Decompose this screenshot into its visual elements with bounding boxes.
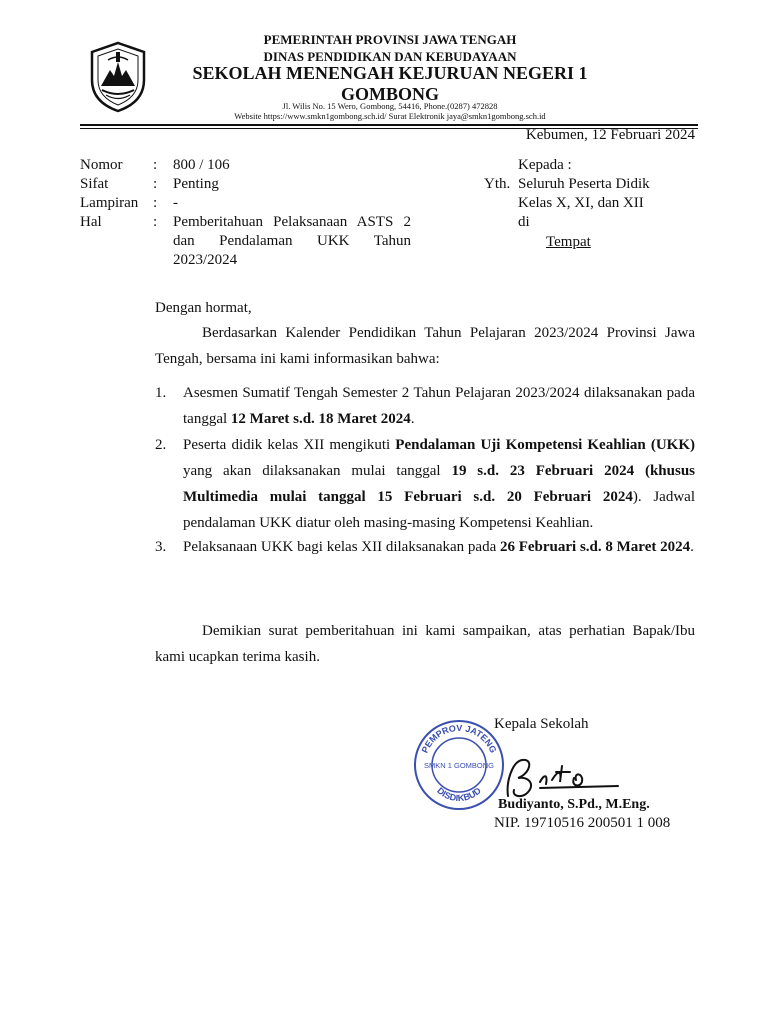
letter-date: Kebumen, 12 Februari 2024 (525, 127, 695, 143)
jawa-tengah-emblem-logo (86, 40, 150, 114)
meta-label-nomor: Nomor (80, 157, 123, 173)
signature-title: Kepala Sekolah (494, 716, 589, 732)
meta-sep-hal: : (153, 214, 158, 230)
school-name-line1: SEKOLAH MENENGAH KEJURUAN NEGERI 1 (192, 63, 588, 83)
closing-paragraph: Demikian surat pemberitahuan ini kami sampaikan, atas perhatian Bapak/Ibu kami ucapkan terima kasih. (155, 623, 695, 665)
signatory-nip: NIP. 19710516 200501 1 008 (494, 815, 671, 831)
recipient-kepada: Kepada : (518, 157, 572, 173)
recipient-di: di (518, 214, 530, 230)
school-name-line2: GOMBONG (341, 84, 439, 104)
letterhead-website: Website https://www.smkn1gombong.sch.id/ Surat Elektronik jaya@smkn1gombong.sch.id (234, 111, 546, 121)
svg-text:PEMPROV JATENG: PEMPROV JATENG (419, 722, 499, 755)
recipient-tempat: Tempat (546, 234, 591, 250)
meta-sep-lampiran: : (153, 195, 158, 211)
list-item-text: Asesmen Sumatif Tengah Semester 2 Tahun Pelajaran 2023/2024 dilaksanakan pada tanggal 12 Maret s.d. 18 Maret 2024. (183, 385, 695, 427)
list-item-text: Pelaksanaan UKK bagi kelas XII dilaksanakan pada 26 Februari s.d. 8 Maret 2024. (183, 539, 694, 555)
letterhead-school-name (150, 63, 630, 105)
list-item-number: 2. (155, 437, 167, 453)
intro-paragraph: Berdasarkan Kalender Pendidikan Tahun Pelajaran 2023/2024 Provinsi Jawa Tengah, bersama ini kami informasikan bahwa: (155, 325, 695, 367)
meta-value-sifat: Penting (173, 176, 219, 192)
meta-label-sifat: Sifat (80, 176, 109, 192)
recipient-line2: Kelas X, XI, dan XII (518, 195, 644, 211)
meta-value-hal: Pemberitahuan Pelaksanaan ASTS 2 dan Pendalaman UKK Tahun 2023/2024 (173, 214, 411, 268)
meta-value-nomor: 800 / 106 (173, 157, 230, 173)
letterhead-government: PEMERINTAH PROVINSI JAWA TENGAH (263, 32, 517, 47)
recipient-yth: Yth. (484, 176, 511, 192)
meta-label-hal: Hal (80, 214, 102, 230)
list-item-number: 1. (155, 385, 167, 401)
letterhead-department: DINAS PENDIDIKAN DAN KEBUDAYAAN (263, 49, 517, 64)
letterhead-address: Jl. Wilis No. 15 Wero, Gombong, 54416, Phone.(0287) 472828 (282, 101, 498, 111)
signatory-name: Budiyanto, S.Pd., M.Eng. (498, 797, 650, 812)
list-item-number: 3. (155, 539, 167, 555)
meta-sep-sifat: : (153, 176, 158, 192)
meta-sep-nomor: : (153, 157, 158, 173)
svg-text:DISDIKBUD: DISDIKBUD (435, 785, 483, 804)
svg-text:SMKN 1 GOMBONG: SMKN 1 GOMBONG (423, 761, 495, 770)
meta-value-lampiran: - (173, 195, 178, 211)
recipient-line1: Seluruh Peserta Didik (518, 176, 650, 192)
meta-label-lampiran: Lampiran (80, 195, 139, 211)
list-item-text: Peserta didik kelas XII mengikuti Pendalaman Uji Kompetensi Keahlian (UKK) yang akan dilaksanakan mulai tanggal 19 s.d. 23 Februari 2024 (khusus Multimedia mulai tanggal 15 Februari s.d. 20 Februari 2024). Jadwal pendalaman UKK diatur oleh masing-masing Kompetensi Keahlian. (183, 437, 696, 531)
greeting: Dengan hormat, (155, 300, 252, 316)
